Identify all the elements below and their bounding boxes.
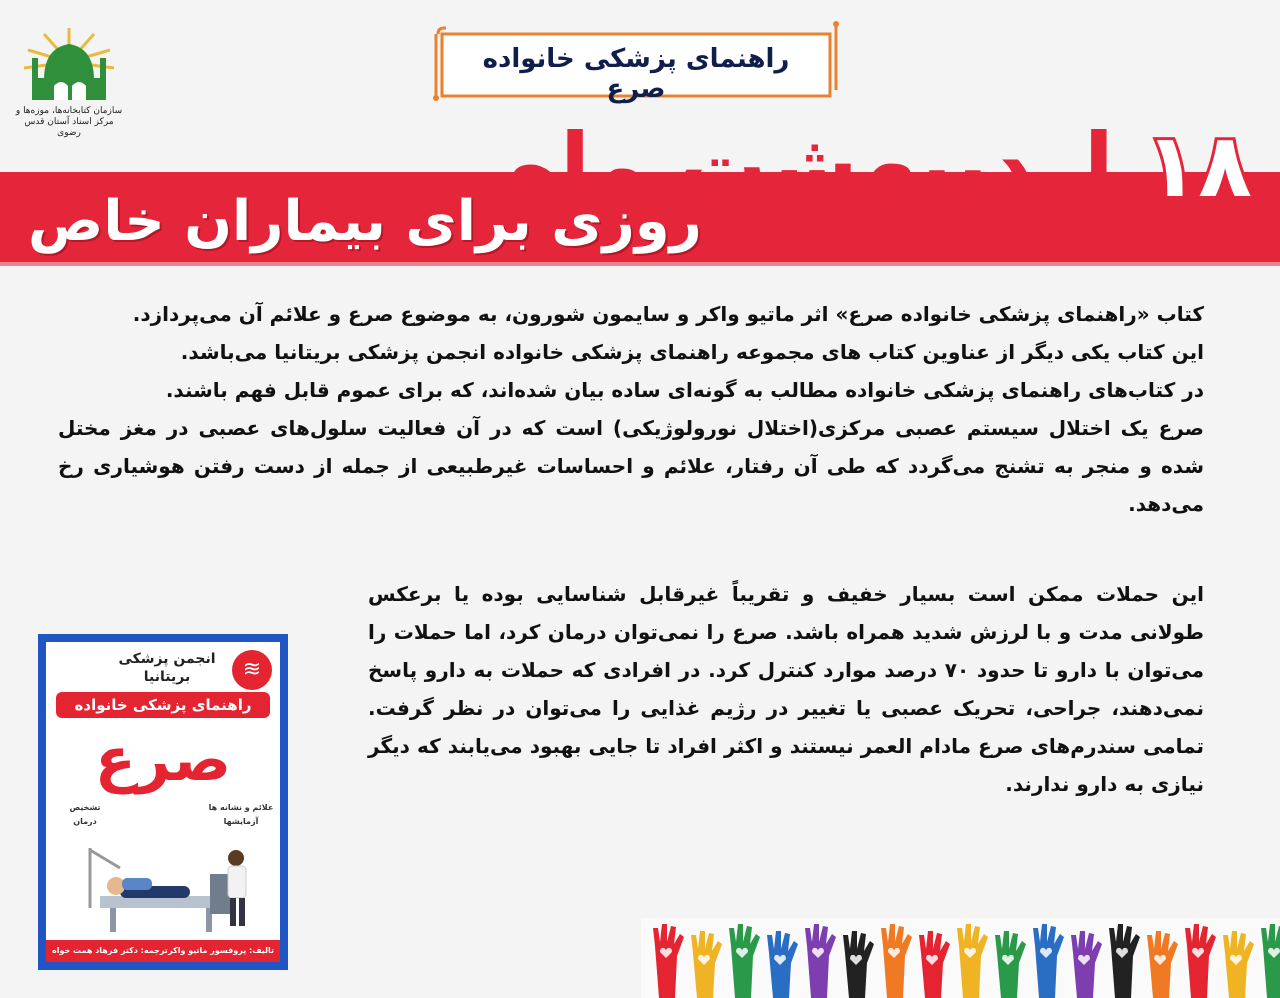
event-banner <box>0 110 1280 275</box>
intro-text <box>58 295 1204 523</box>
doctor-patient-illustration <box>60 838 266 938</box>
banner-underline <box>0 262 1280 266</box>
hand-icon <box>1071 931 1102 998</box>
shrine-dome-icon <box>14 22 124 106</box>
hand-icon <box>729 924 760 998</box>
paragraph: صرع یک اختلال سیستم عصبی مرکزی(اختلال نورولوژیکی) است که در آن فعالیت سلول‌های عصبی در مغز مختل شده و منجر به تشنج می‌گردد که طی آن رفتار، علائم و احساسات غیرطبیعی از جمله از دست رفتن هوشیاری رخ می‌دهد. <box>58 416 1204 516</box>
hand-icon <box>1147 931 1178 998</box>
hand-icon <box>995 931 1026 998</box>
paragraph: این حملات ممکن است بسیار خفیف و تقریباً غیرقابل شناسایی بوده یا برعکس طولانی مدت و با لرزش شدید همراه باشد. صرع را نمی‌توان درمان کرد، اما حملات را می‌توان با دارو تا حدود ۷۰ درصد موارد کنترل کرد. در افرادی که حملات به دارو پاسخ نمی‌دهند، جراحی، تحریک عصبی یا تغییر در رژیم غذایی را می‌توان در نظر گرفت. تمامی سندرم‌های صرع مادام العمر نیستند و اکثر افراد تا جایی بهبود می‌یابند که دیگر نیازی به دارو ندارند. <box>368 582 1205 796</box>
hand-icon <box>1261 924 1280 998</box>
banner-date-month: اردیبهشت ماه <box>508 114 1114 217</box>
book-topic: درمان <box>73 817 97 826</box>
hand-icon <box>919 931 950 998</box>
hand-icon <box>653 924 684 998</box>
hand-icon <box>1185 924 1216 998</box>
hand-icon <box>881 924 912 998</box>
banner-date-number: ۱۸ <box>1144 114 1252 217</box>
hand-icon <box>1223 931 1254 998</box>
book-footer <box>46 940 280 962</box>
raised-hands-illustration <box>641 918 1280 998</box>
title-scroll <box>432 20 840 102</box>
hand-icon <box>1109 924 1140 998</box>
book-cover <box>38 634 288 970</box>
hand-icon <box>1033 924 1064 998</box>
book-series: راهنمای پزشکی خانواده <box>74 696 252 714</box>
publisher-logo-icon: ≋ <box>232 650 272 690</box>
logo-caption: سازمان کتابخانه‌ها، موزه‌ها و مرکز اسناد آستان قدس رضوی <box>15 106 123 138</box>
book-topic: تشخیص <box>69 803 101 812</box>
hand-icon <box>691 931 722 998</box>
hand-icon <box>843 931 874 998</box>
book-title: صرع <box>94 725 232 795</box>
book-organization: انجمن پزشکی بریتانیا <box>118 651 216 685</box>
book-author: تالیف: پروفسور ماتیو واکر <box>168 946 274 955</box>
paragraph: کتاب «راهنمای پزشکی خانواده صرع» اثر ماتیو واکر و سایمون شورون، به موضوع صرع و علائم آن می‌پردازد. <box>132 302 1204 326</box>
hand-icon <box>805 924 836 998</box>
book-translator: ترجمه: دکتر فرهاد همت خواه <box>52 946 168 955</box>
page-title: راهنمای پزشکی خانواده صرع <box>482 44 790 104</box>
hand-icon <box>767 931 798 998</box>
hand-icon <box>957 924 988 998</box>
banner-subtitle: روزی برای بیماران خاص <box>28 189 702 254</box>
detail-text <box>368 575 1204 803</box>
paragraph: در کتاب‌های راهنمای پزشکی خانواده مطالب به گونه‌ای ساده بیان شده‌اند، که برای عموم قابل فهم باشند. <box>165 378 1204 402</box>
book-topic: آزمایشها <box>223 817 259 826</box>
book-topic: علائم و نشانه ها <box>208 803 274 812</box>
paragraph: این کتاب یکی دیگر از عناوین کتاب های مجموعه راهنمای پزشکی خانواده انجمن پزشکی بریتانیا می‌باشد. <box>180 340 1204 364</box>
